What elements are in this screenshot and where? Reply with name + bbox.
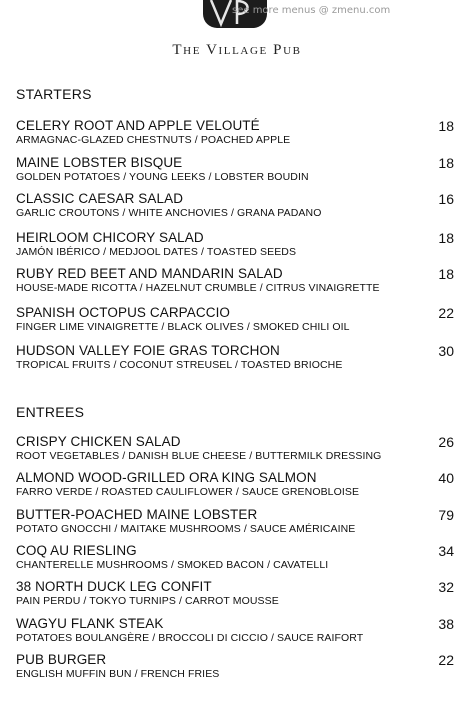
menu-item-price: 18 — [438, 230, 454, 246]
menu-item-price: 18 — [438, 266, 454, 282]
menu-item-price: 40 — [438, 470, 454, 486]
menu-item-name: MAINE LOBSTER BISQUE — [16, 155, 183, 170]
menu-item-description: CHANTERELLE MUSHROOMS / SMOKED BACON / CAVATELLI — [16, 559, 329, 571]
watermark-text: see more menus @ zmenu.com — [232, 5, 391, 16]
menu-item-name: ALMOND WOOD-GRILLED ORA KING SALMON — [16, 470, 317, 485]
menu-item — [16, 266, 454, 294]
menu-item-description: TROPICAL FRUITS / COCONUT STREUSEL / TOASTED BRIOCHE — [16, 359, 343, 371]
menu-item-description: JAMÓN IBÉRICO / MEDJOOL DATES / TOASTED SEEDS — [16, 246, 297, 258]
menu-item-description: ARMAGNAC-GLAZED CHESTNUTS / POACHED APPLE — [16, 134, 291, 146]
menu-item — [16, 118, 454, 146]
section-title-starters: STARTERS — [16, 86, 92, 102]
menu-item-description: POTATOES BOULANGÈRE / BROCCOLI DI CICCIO / SAUCE RAIFORT — [16, 632, 364, 644]
menu-item-description: POTATO GNOCCHI / MAITAKE MUSHROOMS / SAUCE AMÉRICAINE — [16, 523, 356, 535]
menu-item — [16, 579, 454, 607]
menu-item-name: SPANISH OCTOPUS CARPACCIO — [16, 305, 231, 320]
menu-item-price: 22 — [438, 652, 454, 668]
menu-item — [16, 652, 454, 680]
menu-item — [16, 434, 454, 462]
menu-item-description: PAIN PERDU / TOKYO TURNIPS / CARROT MOUSSE — [16, 595, 279, 607]
menu-item-description: GARLIC CROUTONS / WHITE ANCHOVIES / GRANA PADANO — [16, 207, 322, 219]
menu-item-price: 16 — [438, 191, 454, 207]
menu-item-price: 79 — [438, 507, 454, 523]
menu-item-name: COQ AU RIESLING — [16, 543, 137, 558]
menu-item — [16, 343, 454, 371]
section-title-entrees: ENTREES — [16, 404, 85, 420]
menu-item — [16, 191, 454, 219]
menu-item-name: BUTTER-POACHED MAINE LOBSTER — [16, 507, 258, 522]
menu-item-price: 26 — [438, 434, 454, 450]
menu-item-description: ROOT VEGETABLES / DANISH BLUE CHEESE / BUTTERMILK DRESSING — [16, 450, 382, 462]
menu-item-name: 38 NORTH DUCK LEG CONFIT — [16, 579, 212, 594]
menu-item-name: CLASSIC CAESAR SALAD — [16, 191, 184, 206]
menu-item-name: RUBY RED BEET AND MANDARIN SALAD — [16, 266, 283, 281]
menu-item-description: HOUSE-MADE RICOTTA / HAZELNUT CRUMBLE / CITRUS VINAIGRETTE — [16, 282, 380, 294]
menu-item-price: 18 — [438, 118, 454, 134]
menu-item-name: HEIRLOOM CHICORY SALAD — [16, 230, 204, 245]
menu-item-price: 18 — [438, 155, 454, 171]
menu-item-price: 22 — [438, 305, 454, 321]
menu-item — [16, 230, 454, 258]
menu-item-description: FARRO VERDE / ROASTED CAULIFLOWER / SAUCE GRENOBLOISE — [16, 486, 360, 498]
menu-item-name: PUB BURGER — [16, 652, 107, 667]
menu-item-name: CELERY ROOT AND APPLE VELOUTÉ — [16, 118, 260, 133]
menu-item — [16, 543, 454, 571]
menu-item-name: WAGYU FLANK STEAK — [16, 616, 164, 631]
menu-item-description: GOLDEN POTATOES / YOUNG LEEKS / LOBSTER BOUDIN — [16, 171, 309, 183]
menu-item — [16, 616, 454, 644]
menu-item — [16, 507, 454, 535]
menu-item-description: FINGER LIME VINAIGRETTE / BLACK OLIVES / SMOKED CHILI OIL — [16, 321, 350, 333]
menu-item-price: 34 — [438, 543, 454, 559]
menu-item — [16, 155, 454, 183]
menu-item-name: CRISPY CHICKEN SALAD — [16, 434, 181, 449]
menu-item — [16, 470, 454, 498]
menu-item-price: 32 — [438, 579, 454, 595]
menu-item-description: ENGLISH MUFFIN BUN / FRENCH FRIES — [16, 668, 220, 680]
menu-item-price: 38 — [438, 616, 454, 632]
menu-item-name: HUDSON VALLEY FOIE GRAS TORCHON — [16, 343, 280, 358]
menu-item-price: 30 — [438, 343, 454, 359]
menu-item — [16, 305, 454, 333]
restaurant-title: The Village Pub — [172, 42, 302, 58]
